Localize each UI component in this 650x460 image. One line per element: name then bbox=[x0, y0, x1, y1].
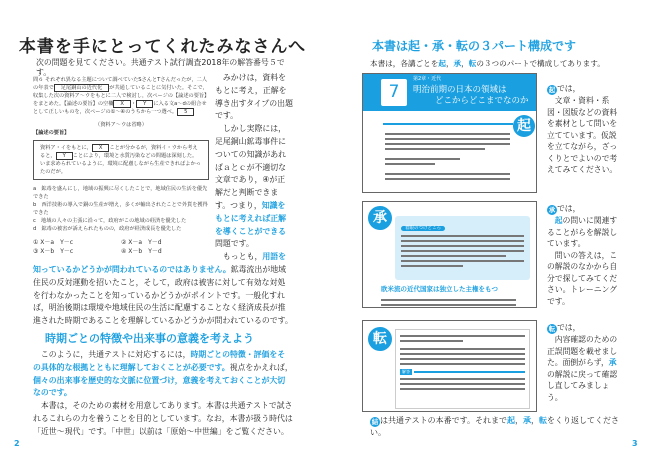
sample-sho-page bbox=[362, 201, 537, 308]
ki: 起 bbox=[438, 59, 446, 68]
highlight: 知識をもとに考えれば正解を導くことができる bbox=[215, 200, 287, 236]
blank-x: X bbox=[113, 100, 131, 108]
page-title: 本書を手にとってくれたみなさんへ bbox=[18, 37, 307, 57]
text: 文章・資料・系図・図版などの資料を素材として問いを立てています。仮説を立てながら，ざっくりとでよいので考えてみてください。 bbox=[547, 96, 618, 174]
text: もっとも， bbox=[222, 252, 263, 262]
sho-icon: 承 bbox=[548, 206, 556, 214]
choice-1: ① X－a Y－c bbox=[33, 239, 74, 246]
text: 問題です。 bbox=[215, 239, 254, 249]
section-heading: 欧米流の近代国家は独立した主権をもつ bbox=[381, 285, 498, 293]
highlight: 個々の出来事を歴史的な文脈に位置づけ，意義を考えておくことが大切なのです。 bbox=[33, 375, 286, 398]
ten-badge: 転 bbox=[368, 327, 392, 351]
summary-box bbox=[33, 140, 209, 180]
chapter-label: 第2章・近代 bbox=[413, 76, 442, 82]
footer-note: 結 は共通テストの本番です。それまで起，承，転をくり返してください。 bbox=[370, 416, 620, 437]
ketsu-icon: 結 bbox=[371, 418, 379, 426]
section-heading: 時期ごとの特徴や出来事の意義を考えよう bbox=[45, 331, 254, 345]
sample-ten-page bbox=[362, 320, 537, 412]
lesson-number: 7 bbox=[381, 79, 407, 106]
quiz-page bbox=[395, 329, 530, 409]
highlight: 用語を知っているかどうかが問われているのではありません。 bbox=[33, 252, 287, 274]
sample-question: 問６ それぞれ異なる主題について調べていたSさんとTさんだったが，二人の年表で 足尾銅山の近代化 が共通していることに気付いた。そこで，収集した次の資料ア～ウをもとに二人で検討し，次ページの【論述の要旨】をまとめた。【論述の要旨】の空欄 X ・ Y に入る文a～dの組合せとして正しいものを，次ページの①～④のうちから一つ選べ。 5 （資料ア～ウは省略） 【論述の要旨】 資料ア・イをもとに， X ことが分かるが，資料イ・ウから考えると， Y ことにより，環境と水質汚染などの問題は深刻した。いま求められているように，環境に配慮しながら生産できればよかったのだが。 a 鉱毒を盛んにし，地域の振興に尽くしたことで，地域住民の生活を優先できた b 西洋技術の導入で銅の生産が増え，多くが輸出されたことで外貨を獲得できた c 地域の人々の主張に沿って，政府がこの地域の経済を優先した d 鉱毒の被害が訴えられたものの，政府が経済成長を優先した ① X－a Y－c ② X－a Y－d ③ X－b Y－c ④ X－b Y－d bbox=[33, 77, 208, 255]
text: の３つのパートで構成してあります。 bbox=[476, 59, 605, 68]
blank-y: Y bbox=[56, 152, 73, 160]
choice-2: ② X－a Y－d bbox=[121, 239, 162, 246]
page-number: 3 bbox=[632, 439, 638, 448]
intro-text: 本書は，各講ごとを起，承，転の３つのパートで構成してあります。 bbox=[370, 59, 605, 68]
summary-text: ことが分かるが，資料イ・ウから考えると， bbox=[40, 145, 198, 159]
ki-description: 起 では， 文章・資料・系図・図版などの資料を素材として問いを立てています。仮説を立てながら，ざっくりとでよいので考えてみてください。 bbox=[547, 84, 618, 174]
option-c: c 地域の人々の主張に沿って，政府がこの地域の経済を優先した bbox=[33, 218, 187, 224]
text: しかし実際には，足尾銅山鉱毒事件についての知識があればａとｃが不適切な文章であり，④が正解だと判断できます。つまり， bbox=[215, 124, 287, 210]
text: このように，共通テストに対応するには， bbox=[40, 349, 191, 359]
summary-text: ことにより，環境と水質汚染などの問題は深刻した。いま求められているように，環境に配慮しながら生産できればよかったのだが。 bbox=[40, 153, 201, 175]
text: 鉱毒流出が地域住民の反対運動を招いたこと，そして，政府は被害に対して有効な対処を行わなかったことを知っているかどうかがポイントです。一般化すれば，明治後期は環境や地域住民の生活に配慮することなく経済成長が推進された時期であることを理解しているかどうかが問われているのです。 bbox=[33, 264, 293, 326]
body-lines bbox=[385, 130, 510, 183]
page-title: 本書は起・承・転の３パート構成です bbox=[372, 39, 577, 53]
lesson-header bbox=[363, 74, 536, 111]
ki-badge: 起 bbox=[513, 115, 535, 137]
blank-y: Y bbox=[136, 100, 153, 108]
option-a: a 鉱毒を盛んにし，地域の振興に尽くしたことで，地域住民の生活を優先できた bbox=[33, 186, 208, 200]
choice-4: ④ X－b Y－d bbox=[121, 248, 162, 255]
intro-text: 次の問題を見てください。共通テスト試行調査2018年の解答番号５です。 bbox=[36, 58, 285, 77]
page-number: 2 bbox=[14, 439, 20, 448]
ten-icon: 転 bbox=[548, 325, 556, 333]
tip-panel bbox=[395, 216, 530, 280]
summary-text: 資料ア・イをもとに， bbox=[40, 145, 92, 151]
highlight-term: 足尾銅山の近代化 bbox=[54, 84, 110, 92]
question-lead: 問６ それぞれ異なる主題について調べていたSさんとTさんだったが，二人の年表で bbox=[33, 77, 208, 91]
commentary-p1: みかけは，資料をもとに考え，正解を導き出すタイプの出題です。 bbox=[215, 73, 293, 121]
sho: 承 bbox=[453, 59, 462, 68]
omitted-note: （資料ア～ウは省略） bbox=[95, 122, 147, 128]
tip-tag: 着眼のつけどころ bbox=[401, 226, 445, 231]
answer-tag: 解答 bbox=[402, 369, 410, 374]
text: 本書は，各講ごとを bbox=[370, 59, 439, 68]
option-d: d 鉱毒の被害が訴えられたものの，政府が経済成長を優先した bbox=[33, 226, 182, 232]
ten: 転 bbox=[468, 59, 477, 68]
sho-description: 承 では， 起の問いに関連することがらを解説しています。 問いの答えは，この解説のなかから自分で探してみてください。トレーニングです。 bbox=[547, 204, 618, 306]
lesson-title: 明治前期の日本の領域は どこからどこまでなのか bbox=[413, 85, 529, 106]
section-body-p1 bbox=[33, 349, 293, 400]
sho-badge: 承 bbox=[368, 206, 392, 230]
text: 視点をかえれば， bbox=[229, 362, 293, 372]
summary-label: 【論述の要旨】 bbox=[33, 130, 70, 136]
question-body2: に入る文a～dの組合せとして正しいものを，次ページの①～④のうちから一つ選べ。 bbox=[33, 101, 207, 115]
answer-number: 5 bbox=[177, 108, 194, 116]
choice-3: ③ X－b Y－c bbox=[33, 248, 74, 255]
blank-x: X bbox=[92, 144, 110, 152]
question-body: が共通していることに気付いた。そこで，収集した次の資料ア～ウをもとに二人で検討し，次ページの【論述の要旨】をまとめた。【論述の要旨】の空欄 bbox=[33, 85, 208, 107]
ten-description: 転 では， 内容確認のための正誤問題を載せました。面倒がらず，承の解説に戻って確認し直してみましょう。 bbox=[547, 323, 618, 402]
sample-ki-page bbox=[362, 73, 537, 193]
option-b: b 西洋技術の導入で銅の生産が増え，多くが輸出されたことで外貨を獲得できた bbox=[33, 202, 208, 216]
ki-icon: 起 bbox=[548, 86, 556, 94]
commentary-p3 bbox=[33, 251, 293, 328]
highlight: 時期ごとの特徴・評価をその具体的な根拠とともに理解しておくことが必要です。 bbox=[33, 349, 286, 372]
left-page-body bbox=[33, 72, 293, 439]
section-body-p2: 本書は，そのための素材を用意してあります。本書は共通テストで試されるこれらの力を養うことを目的としています。なお，本書が扱う時代は「近世～現代」です。「中世」以前は「原始～中世編」をご覧ください。 bbox=[33, 401, 293, 436]
